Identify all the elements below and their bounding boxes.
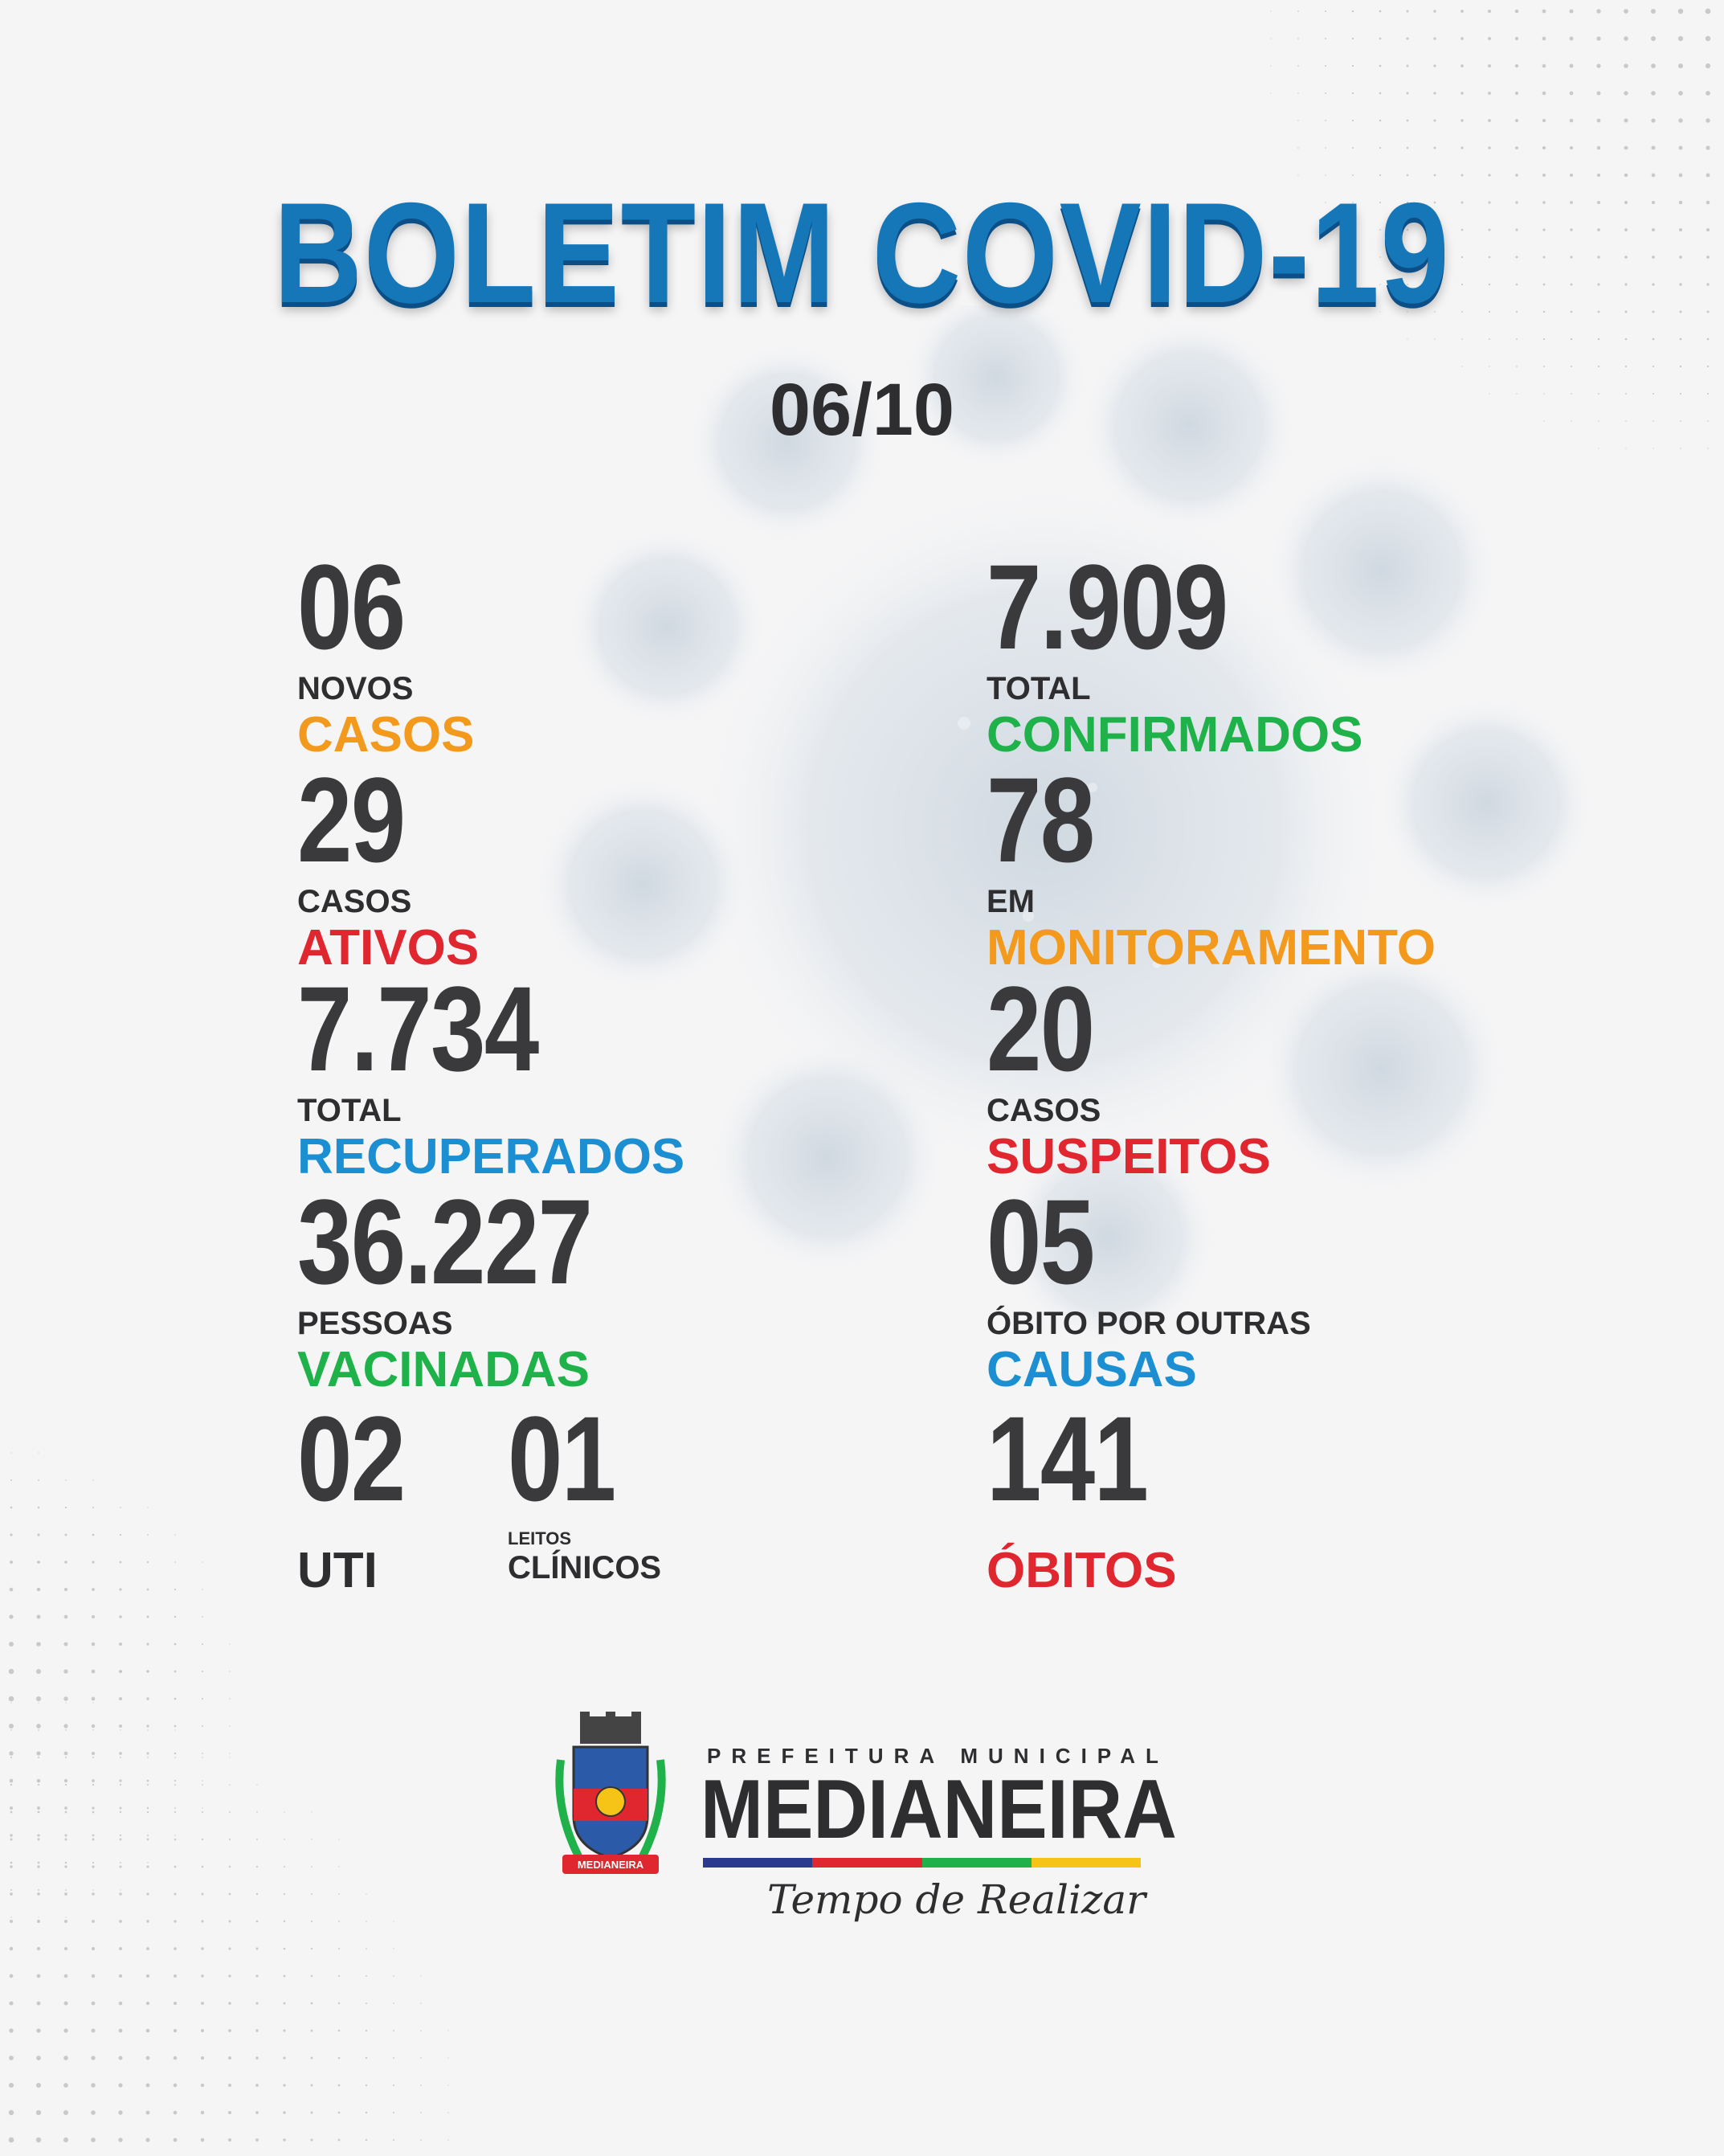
stat-novos-casos [297,539,475,763]
stat-label-top: CASOS [297,884,412,919]
stat-value: 02 [297,1391,405,1526]
bar-segment-red [812,1858,921,1868]
stat-label-top: LEITOS [508,1528,572,1548]
stat-value: 7.909 [987,539,1228,674]
stat-label-main: CAUSAS [987,1342,1197,1397]
stat-label-main: CLÍNICOS [508,1550,662,1585]
stat-value: 78 [987,752,1094,887]
stat-value: 141 [987,1391,1148,1526]
stat-monitoramento [987,752,1436,976]
stat-recuperados [297,961,685,1185]
bar-segment-yellow [1032,1858,1141,1868]
stat-leitos-clinicos [508,1391,662,1586]
stat-label-main: UTI [297,1543,378,1598]
stat-value: 05 [987,1174,1094,1309]
stat-label-main: VACINADAS [297,1342,590,1397]
stat-value: 29 [297,752,405,887]
stat-casos-suspeitos [987,961,1271,1185]
stat-label-top: TOTAL [987,671,1091,706]
stat-label-top: PESSOAS [297,1306,453,1341]
prefeitura-label: PREFEITURA MUNICIPAL [707,1744,1169,1768]
stat-label-main: CONFIRMADOS [987,707,1363,763]
stat-total-confirmados [987,539,1363,763]
stat-label-main: RECUPERADOS [297,1129,685,1184]
stat-casos-ativos [297,752,480,976]
stat-label-main: ÓBITOS [987,1543,1177,1598]
stat-obito-outras-causas [987,1174,1311,1398]
slogan: Tempo de Realizar [767,1876,1146,1923]
stat-label-main: MONITORAMENTO [987,920,1436,976]
stat-value: 06 [297,539,405,674]
stat-label-top: EM [987,884,1035,919]
stat-uti [297,1391,428,1599]
stat-value: 01 [508,1391,615,1526]
stat-label-main: SUSPEITOS [987,1129,1271,1184]
stat-label-top: TOTAL [297,1093,402,1128]
page-title: BOLETIM COVID-19 [273,173,1451,333]
bulletin-date: 06/10 [769,369,955,451]
bar-segment-green [922,1858,1032,1868]
city-brand: MEDIANEIRA [701,1763,1177,1856]
footer-branding [0,1712,1724,1969]
stat-label-top: NOVOS [297,671,414,706]
stat-label-main: ATIVOS [297,920,480,976]
stat-label-main: CASOS [297,707,475,763]
stat-vacinadas [297,1174,656,1398]
stat-value: 20 [987,961,1094,1096]
stat-label-top: CASOS [987,1093,1101,1128]
bar-segment-navy [703,1858,812,1868]
stat-obitos [987,1391,1183,1599]
stat-value: 7.734 [297,961,538,1096]
brand-color-bar [703,1858,1141,1868]
crest-label: MEDIANEIRA [577,1859,644,1871]
stat-value: 36.227 [297,1174,592,1309]
municipal-crest-icon [546,1712,675,1888]
stat-label-top: ÓBITO POR OUTRAS [987,1306,1311,1341]
